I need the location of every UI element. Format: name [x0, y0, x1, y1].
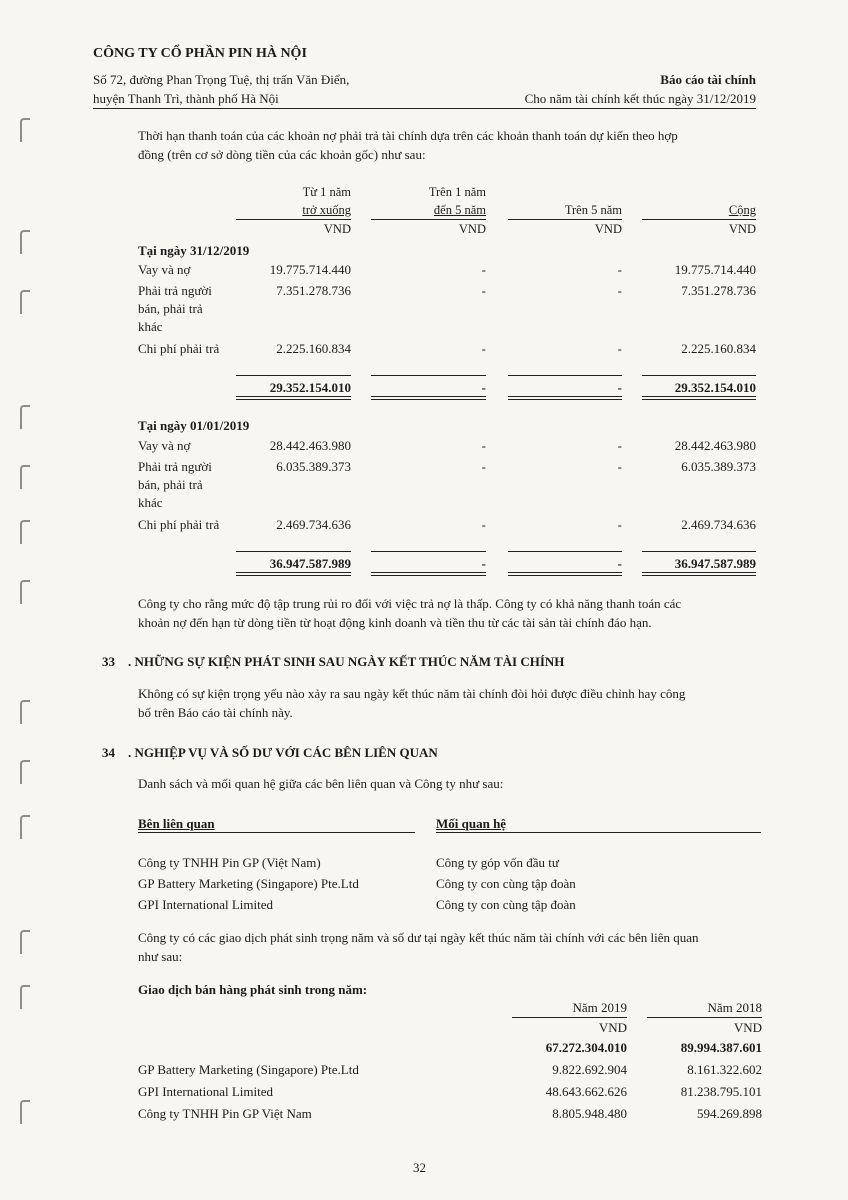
total-rule-bottom — [508, 399, 622, 400]
cell-value: - — [481, 459, 486, 474]
cell-value: 2.225.160.834 — [681, 341, 756, 356]
transactions-intro-line1: Công ty có các giao dịch phát sinh trọng năm và số dư tại ngày kết thúc năm tài chính với các bên liên quan — [138, 930, 699, 945]
total-rule-bottom — [642, 399, 756, 400]
total-rule-bottom — [371, 396, 486, 397]
year-header-2019: Năm 2019 — [572, 1000, 627, 1015]
liquidity-conclusion-line2: khoản nợ đến hạn từ dòng tiền từ hoạt động kinh doanh và tiền thu từ các tài sản tài chính đáo hạn. — [138, 615, 652, 630]
row-label: Phải trả người — [138, 459, 212, 474]
cell-value: - — [481, 438, 486, 453]
total-rule-bottom — [371, 575, 486, 576]
sales-row-name: Công ty TNHH Pin GP Việt Nam — [138, 1106, 312, 1121]
row-label: Phải trả người — [138, 283, 212, 298]
currency-2018: VND — [733, 1020, 762, 1035]
year-rule — [647, 1017, 762, 1018]
col-rule-2 — [371, 219, 486, 220]
total-rule-top — [371, 551, 486, 552]
currency-col-1: VND — [323, 222, 351, 236]
row-label: Chi phí phải trả — [138, 341, 220, 356]
section-33-line1: Không có sự kiện trọng yếu nào xảy ra sau ngày kết thúc năm tài chính đòi hỏi được điều chỉnh hay công — [138, 686, 686, 701]
period-title: Tại ngày 31/12/2019 — [138, 243, 250, 258]
relationship-rule — [436, 832, 761, 833]
col-rule-1 — [236, 219, 351, 220]
sales-row-value: 594.269.898 — [697, 1106, 762, 1121]
cell-value: - — [617, 341, 622, 356]
currency-2019: VND — [598, 1020, 627, 1035]
cell-value: - — [617, 262, 622, 277]
related-party-header: Bên liên quan — [138, 816, 215, 831]
related-party-rule — [138, 832, 415, 833]
total-rule-top — [642, 551, 756, 552]
total-rule-top — [508, 375, 622, 376]
transactions-intro-line2: như sau: — [138, 949, 183, 964]
total-rule-top — [371, 375, 486, 376]
col-rule-4 — [642, 219, 756, 220]
total-rule-bottom — [371, 399, 486, 400]
year-header-2018: Năm 2018 — [707, 1000, 762, 1015]
row-label: bán, phải trả — [138, 477, 203, 492]
col-rule-3 — [508, 219, 622, 220]
sales-row-value: 9.822.692.904 — [552, 1062, 627, 1077]
total-rule-bottom — [236, 572, 351, 573]
cell-value: - — [481, 283, 486, 298]
related-party-name: GPI International Limited — [138, 897, 274, 912]
relationship-header: Mối quan hệ — [436, 816, 507, 831]
page-number: 32 — [413, 1160, 426, 1175]
total-rule-top — [236, 375, 351, 376]
related-party-relation: Công ty con cùng tập đoàn — [436, 876, 576, 891]
liquidity-conclusion-line1: Công ty cho rằng mức độ tập trung rủi ro đối với việc trả nợ là thấp. Công ty có khả năng thanh toán các — [138, 596, 682, 611]
cell-value: - — [617, 517, 622, 532]
col-header-2-line2: đến 5 năm — [433, 203, 486, 217]
total-rule-bottom — [508, 396, 622, 397]
total-value: - — [617, 556, 622, 571]
sales-row-value: 48.643.662.626 — [545, 1084, 627, 1099]
section-34-intro: Danh sách và mối quan hệ giữa các bên liên quan và Công ty như sau: — [138, 776, 504, 791]
total-rule-bottom — [642, 396, 756, 397]
cell-value: 19.775.714.440 — [269, 262, 351, 277]
row-label: Vay và nợ — [138, 262, 191, 277]
section-34-number: 34 — [102, 745, 115, 760]
total-rule-top — [508, 551, 622, 552]
cell-value: - — [481, 517, 486, 532]
col-header-4-line2: Cộng — [728, 203, 756, 217]
sales-transactions-title: Giao dịch bán hàng phát sinh trong năm: — [138, 982, 368, 997]
cell-value: - — [617, 283, 622, 298]
section-33-title: . NHỮNG SỰ KIỆN PHÁT SINH SAU NGÀY KẾT THÚC NĂM TÀI CHÍNH — [128, 654, 565, 669]
sales-row-value: 8.805.948.480 — [552, 1106, 627, 1121]
total-rule-bottom — [642, 575, 756, 576]
sales-total-2019: 67.272.304.010 — [545, 1040, 627, 1055]
total-rule-bottom — [236, 575, 351, 576]
total-value: 29.352.154.010 — [269, 380, 351, 395]
header-divider — [93, 108, 756, 109]
related-party-relation: Công ty con cùng tập đoàn — [436, 897, 576, 912]
total-rule-bottom — [236, 399, 351, 400]
total-value: - — [617, 380, 622, 395]
sales-row-name: GPI International Limited — [138, 1084, 274, 1099]
company-address-line1: Số 72, đường Phan Trọng Tuệ, thị trấn Văn Điển, — [93, 72, 350, 87]
cell-value: - — [481, 341, 486, 356]
liquidity-intro-line2: đồng (trên cơ sở dòng tiền của các khoản gốc) như sau: — [138, 147, 426, 162]
cell-value: - — [617, 459, 622, 474]
currency-col-3: VND — [594, 222, 622, 236]
total-rule-bottom — [371, 572, 486, 573]
cell-value: 2.225.160.834 — [276, 341, 351, 356]
total-value: - — [481, 380, 486, 395]
report-title: Báo cáo tài chính — [660, 72, 756, 87]
total-rule-top — [642, 375, 756, 376]
cell-value: 2.469.734.636 — [276, 517, 351, 532]
section-33-number: 33 — [102, 654, 115, 669]
total-rule-bottom — [508, 575, 622, 576]
cell-value: 19.775.714.440 — [674, 262, 756, 277]
col-header-1-line2: trở xuống — [302, 203, 351, 217]
cell-value: 28.442.463.980 — [269, 438, 351, 453]
section-34-title: . NGHIỆP VỤ VÀ SỐ DƯ VỚI CÁC BÊN LIÊN QUAN — [128, 745, 438, 760]
total-rule-top — [236, 551, 351, 552]
total-value: 36.947.587.989 — [674, 556, 756, 571]
cell-value: 2.469.734.636 — [681, 517, 756, 532]
period-title: Tại ngày 01/01/2019 — [138, 418, 250, 433]
col-header-2-line1: Trên 1 năm — [428, 185, 486, 199]
total-value: 36.947.587.989 — [269, 556, 351, 571]
related-party-relation: Công ty góp vốn đầu tư — [436, 855, 559, 870]
sales-row-value: 8.161.322.602 — [687, 1062, 762, 1077]
total-rule-bottom — [236, 396, 351, 397]
row-label: bán, phải trả — [138, 301, 203, 316]
cell-value: - — [617, 438, 622, 453]
currency-col-4: VND — [728, 222, 756, 236]
total-rule-bottom — [508, 572, 622, 573]
sales-row-value: 81.238.795.101 — [680, 1084, 762, 1099]
total-value: - — [481, 556, 486, 571]
related-party-name: GP Battery Marketing (Singapore) Pte.Ltd — [138, 876, 359, 891]
cell-value: 6.035.389.373 — [276, 459, 351, 474]
row-label: khác — [138, 319, 163, 334]
row-label: Chi phí phải trả — [138, 517, 220, 532]
cell-value: 7.351.278.736 — [276, 283, 351, 298]
total-value: 29.352.154.010 — [674, 380, 756, 395]
related-party-name: Công ty TNHH Pin GP (Việt Nam) — [138, 855, 321, 870]
company-address-line2: huyện Thanh Trì, thành phố Hà Nội — [93, 91, 279, 106]
col-header-1-line1: Từ 1 năm — [302, 185, 351, 199]
cell-value: 7.351.278.736 — [681, 283, 756, 298]
report-period: Cho năm tài chính kết thúc ngày 31/12/2019 — [524, 91, 756, 106]
company-name: CÔNG TY CỔ PHẦN PIN HÀ NỘI — [93, 46, 307, 61]
year-rule — [512, 1017, 627, 1018]
section-33-line2: bố trên Báo cáo tài chính này. — [138, 705, 293, 720]
row-label: khác — [138, 495, 163, 510]
cell-value: 28.442.463.980 — [674, 438, 756, 453]
cell-value: 6.035.389.373 — [681, 459, 756, 474]
total-rule-bottom — [642, 572, 756, 573]
row-label: Vay và nợ — [138, 438, 191, 453]
sales-total-2018: 89.994.387.601 — [680, 1040, 762, 1055]
liquidity-intro-line1: Thời hạn thanh toán của các khoản nợ phải trả tài chính dựa trên các khoản thanh toán dự kiến theo hợp — [138, 128, 678, 143]
cell-value: - — [481, 262, 486, 277]
col-header-3-line2: Trên 5 năm — [564, 203, 622, 217]
currency-col-2: VND — [458, 222, 486, 236]
sales-row-name: GP Battery Marketing (Singapore) Pte.Ltd — [138, 1062, 359, 1077]
